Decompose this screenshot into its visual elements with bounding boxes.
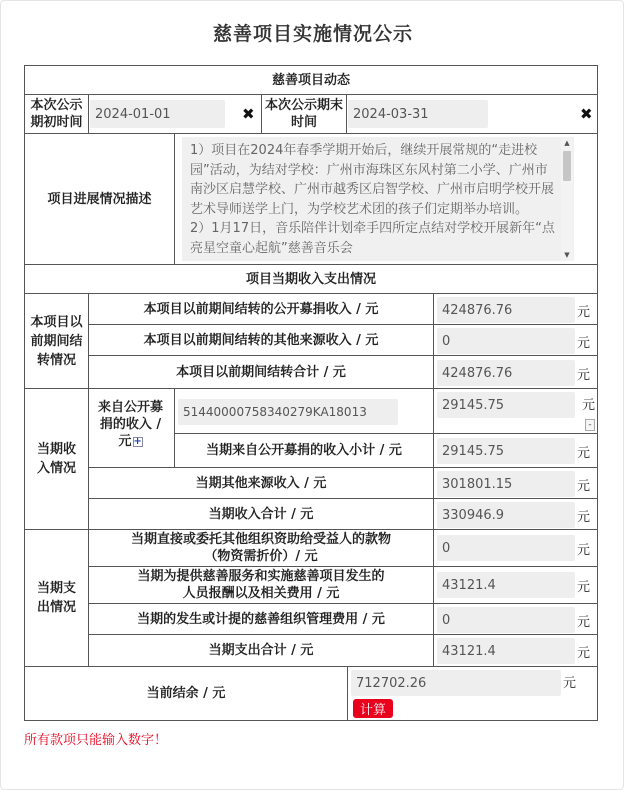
expense-total-label-cell (88, 634, 434, 667)
expense-group-label: 当期支出情况 (36, 581, 76, 615)
remove-row-icon[interactable]: - (585, 419, 595, 431)
expense-admin-label: 当期的发生或计提的慈善组织管理费用 / 元 (137, 611, 385, 627)
expense-staff-cell (433, 566, 598, 604)
income-public-sub-label-wrap (93, 389, 168, 467)
income-total-cell (433, 498, 598, 530)
carry-over-group-cell (24, 293, 89, 389)
unit-label: 元 (577, 543, 591, 558)
period-start-label-cell (24, 94, 89, 134)
unit-label: 元 (563, 676, 577, 691)
page-title: 慈善项目实施情况公示 (212, 23, 413, 45)
balance-label: 当前结余 / 元 (146, 686, 226, 701)
section-dynamics-header (24, 65, 598, 95)
carry-other-label-cell (88, 324, 434, 356)
progress-cell (174, 133, 598, 265)
progress-scrollbar[interactable] (561, 137, 573, 261)
income-public-subtotal-label: 当期来自公开募捐的收入小计 / 元 (206, 443, 402, 458)
income-public-sub-label: 来自公开募捐的收入 / 元 (97, 400, 163, 449)
carry-public-cell (433, 293, 598, 325)
period-end-cell (346, 94, 598, 134)
unit-label: 元 (582, 398, 596, 413)
income-other-label: 当期其他来源收入 / 元 (195, 475, 327, 491)
section-dynamics-title: 慈善项目动态 (271, 72, 350, 88)
period-end-label-cell (261, 94, 347, 134)
unit-label: 元 (577, 446, 591, 461)
carry-other-cell (433, 324, 598, 356)
expense-admin-cell (433, 603, 598, 635)
income-group-cell (24, 388, 89, 530)
carry-other-input[interactable]: 0 (437, 328, 575, 354)
expense-staff-label-cell (88, 566, 434, 604)
progress-textarea[interactable]: 1）项目在2024年春季学期开始后，继续开展常规的“走进校园”活动，为结对学校：广州市海珠区东风村第二小学、广州市南沙区启慧学校、广州市越秀区启智学校、广州市启明学校开展艺术导师送学上门，为学校艺术团的孩子们定期举办培训。 2）1月17日，音乐陪伴计划牵手四所定点结对学校开展新年“点亮星空童心起航”慈善音乐会 (182, 137, 574, 261)
balance-input[interactable]: 712702.26 (351, 670, 561, 696)
clear-end-icon[interactable]: ✖ (580, 105, 593, 123)
carry-public-label: 本项目以前期间结转的公开募捐收入 / 元 (143, 301, 379, 317)
unit-label: 元 (577, 305, 591, 320)
carry-total-cell (433, 355, 598, 389)
donation-value-input[interactable]: 29145.75 (437, 392, 575, 418)
input-note: 所有款项只能输入数字！ (24, 733, 168, 748)
unit-label: 元 (577, 646, 591, 661)
expense-direct-cell (433, 529, 598, 567)
income-other-label-cell (88, 467, 434, 499)
expense-direct-label-cell (88, 529, 434, 567)
progress-label-cell (24, 133, 175, 265)
expense-total-input[interactable]: 43121.4 (437, 638, 575, 664)
period-start-input[interactable]: 2024-01-01 (90, 100, 225, 128)
income-total-input[interactable]: 330946.9 (437, 502, 575, 528)
expense-admin-input[interactable]: 0 (437, 607, 575, 633)
income-public-subtotal-label-cell (174, 433, 434, 468)
expense-total-label: 当期支出合计 / 元 (208, 643, 314, 658)
expense-admin-label-cell (88, 603, 434, 635)
period-start-label: 本次公示期初时间 (30, 98, 83, 130)
income-total-label: 当期收入合计 / 元 (208, 506, 314, 522)
income-other-cell (433, 467, 598, 499)
carry-total-label-cell (88, 355, 434, 389)
donation-code-input[interactable]: 51440000758340279KA18013 (178, 399, 398, 425)
carry-other-label: 本项目以前期间结转的其他来源收入 / 元 (143, 332, 379, 348)
unit-label: 元 (577, 615, 591, 630)
calculate-button[interactable]: 计算 (353, 699, 393, 718)
section-finance-header (24, 264, 598, 294)
donation-code-cell (174, 388, 434, 434)
unit-label: 元 (577, 510, 591, 525)
expense-direct-input[interactable]: 0 (437, 535, 575, 561)
expense-staff-label: 当期为提供慈善服务和实施慈善项目发生的人员报酬以及相关费用 / 元 (137, 569, 385, 601)
scroll-thumb[interactable] (563, 151, 571, 181)
clear-start-icon[interactable]: ✖ (242, 105, 255, 123)
section-finance-title: 项目当期收入支出情况 (245, 271, 376, 287)
period-start-cell (88, 94, 262, 134)
period-end-label: 本次公示期末时间 (264, 98, 343, 130)
income-public-sub-cell (88, 388, 175, 468)
add-row-icon[interactable]: + (133, 435, 142, 447)
progress-label: 项目进展情况描述 (47, 191, 152, 207)
expense-staff-input[interactable]: 43121.4 (437, 572, 575, 598)
balance-cell (347, 666, 598, 721)
scroll-up-icon[interactable]: ▲ (564, 139, 570, 147)
carry-total-label: 本项目以前期间结转合计 / 元 (176, 364, 346, 380)
income-public-subtotal-input[interactable]: 29145.75 (437, 438, 575, 464)
carry-total-input[interactable]: 424876.76 (437, 360, 575, 386)
income-group-label: 当期收入情况 (36, 442, 76, 476)
income-other-input[interactable]: 301801.15 (437, 471, 575, 497)
income-total-label-cell (88, 498, 434, 530)
unit-label: 元 (577, 479, 591, 494)
unit-label: 元 (577, 580, 591, 595)
unit-label: 元 (577, 368, 591, 383)
income-public-subtotal-cell (433, 433, 598, 468)
expense-group-cell (24, 529, 89, 667)
scroll-down-icon[interactable]: ▼ (564, 251, 570, 259)
unit-label: 元 (577, 336, 591, 351)
expense-direct-label: 当期直接或委托其他组织资助给受益人的款物（物资需折价）/ 元 (130, 532, 391, 564)
carry-public-label-cell (88, 293, 434, 325)
balance-label-cell (24, 666, 348, 721)
carry-public-input[interactable]: 424876.76 (437, 297, 575, 323)
donation-value-cell (433, 388, 598, 434)
carry-over-group-label: 本项目以前期间结转情况 (30, 314, 83, 368)
period-end-input[interactable]: 2024-03-31 (348, 100, 488, 128)
expense-total-cell (433, 634, 598, 667)
